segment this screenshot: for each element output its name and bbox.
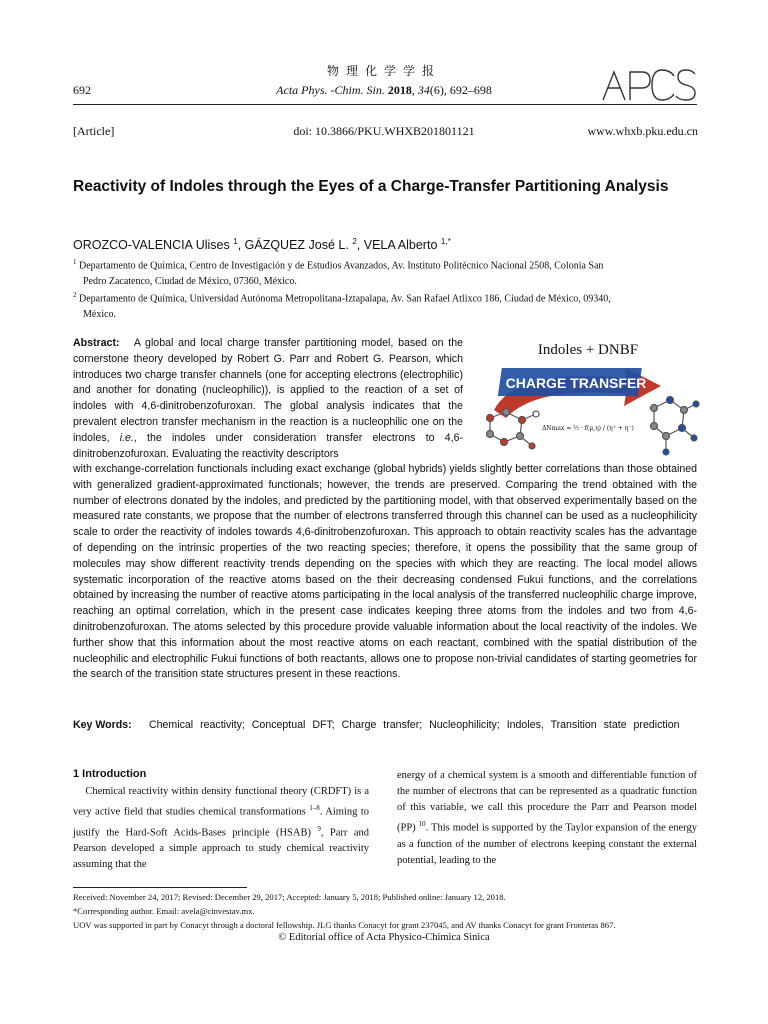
intro-right-text-a: energy of a chemical system is a smooth and differentiable function of the number of electrons that can be represented as a quadratic function of this variable, we call this procedure the Parr and Pearson model (PP) xyxy=(397,770,697,834)
journal-chinese-title: 物理化学学报 xyxy=(326,64,441,78)
graphic-banner: CHARGE TRANSFER xyxy=(505,375,647,391)
graphic-title: Indoles + DNBF xyxy=(537,342,639,358)
author-1-sup: 1 xyxy=(233,237,238,246)
footnote-funding: UOV was supported in part by Conacyt through a doctoral fellowship. JLG thanks Conacyt for grant 237045, and AV thanks Conacyt for grant Fronteras 867. xyxy=(73,920,616,930)
affiliation-1-line2: Pedro Zacatenco, Ciudad de México, 07360, México. xyxy=(83,276,297,288)
author-3-sup: 1,* xyxy=(440,237,451,246)
molecule-right-icon xyxy=(651,397,700,456)
journal-website[interactable]: www.whxb.pku.edu.cn xyxy=(587,124,698,138)
abstract-label: Abstract: xyxy=(73,337,120,349)
affiliation-2-line1: Departamento de Química, Universidad Autónoma Metropolitana-Iztapalapa, Av. San Rafael Atlixco 186, Ciudad de México, 09340, xyxy=(79,293,611,305)
copyright-notice: © Editorial office of Acta Physico-Chimica Sinica xyxy=(278,932,490,943)
citation-9[interactable]: 9 xyxy=(317,824,321,833)
journal-issue-pages: (6), 692–698 xyxy=(429,83,492,97)
author-2: GÁZQUEZ José L. xyxy=(244,238,349,253)
graphical-abstract xyxy=(476,338,700,462)
intro-right-column xyxy=(397,768,697,869)
keywords-label: Key Words: xyxy=(73,719,132,731)
intro-left-column xyxy=(73,784,369,873)
footnote-rule xyxy=(73,887,247,888)
formula-icon: ΔNmax = ½ · f(μ,η) / (η⁺ + η⁻) xyxy=(542,425,634,432)
keywords-list: Chemical reactivity; Conceptual DFT; Charge transfer; Nucleophilicity; Indoles, Transition state prediction xyxy=(149,719,680,731)
intro-left-text-c: , Parr and Pearson developed a simple approach to study chemical reactivity assuming that the xyxy=(73,827,370,870)
abstract-text-2: , the indoles under consideration transfer electrons to 4,6-dinitrobenzofuroxan. Evaluating the reactivity descriptors xyxy=(73,431,463,460)
molecule-left-icon xyxy=(487,409,540,450)
affiliation-1-line1: Departamento de Química, Centro de Investigación y de Estudios Avanzados, Av. Instituto Politécnico Nacional 2508, Colonia San xyxy=(79,260,604,272)
affiliation-1-number: 1 xyxy=(73,258,77,266)
journal-volume: 34 xyxy=(417,83,430,97)
abstract-text-1: A global and local charge transfer partitioning model, based on the cornerstone theory developed by Robert G. Parr and Robert G. Pearson, which introduces two charge transfer channels (one for accepting electrons (electrophilic) and another for donating (nucleophilic)), is applied to the reaction of a set of indoles with 4,6-dinitrobenzofuroxan. The global analysis indicates that the prevalent electron transfer mechanism in the reaction is a nucleophilic one on the indoles, xyxy=(73,337,463,444)
author-1: OROZCO-VALENCIA Ulises xyxy=(73,238,230,253)
article-type: [Article] xyxy=(73,124,115,138)
journal-year: 2018 xyxy=(387,83,412,97)
author-3: VELA Alberto xyxy=(363,238,438,253)
paper-title: Reactivity of Indoles through the Eyes of a Charge-Transfer Partitioning Analysis xyxy=(73,178,669,195)
author-2-sup: 2 xyxy=(352,237,357,246)
section-heading-introduction: 1 Introduction xyxy=(73,768,147,780)
intro-left-text-a: Chemical reactivity within density functional theory (CRDFT) is a very active field that studies chemical transformations xyxy=(73,786,369,818)
page-number: 692 xyxy=(73,83,91,97)
doi[interactable]: doi: 10.3866/PKU.WHXB201801121 xyxy=(293,124,475,138)
journal-name: Acta Phys. -Chim. Sin. xyxy=(276,83,385,97)
abstract-ie: i.e. xyxy=(119,431,134,444)
footnote-received: Received: November 24, 2017; Revised: December 29, 2017; Accepted: January 5, 2018; Published online: January 12, 2018. xyxy=(73,892,506,902)
intro-right-text-b: . This model is supported by the Taylor expansion of the energy as a function of the number of electrons keeping constant the external potential, leading to the xyxy=(397,822,697,866)
affiliation-2-line2: México. xyxy=(83,309,117,321)
citation-10[interactable]: 10 xyxy=(418,820,426,828)
affiliation-1 xyxy=(73,254,698,290)
footnote-corresponding: *Corresponding author. Email: avela@cinvestav.mx. xyxy=(73,906,255,916)
abstract-part2: with exchange-correlation functionals including exact exchange (global hybrids) yields slightly better correlations than those obtained with generalized gradient-approximated functionals; however, the trends are preserved. Comparing the trend obtained with the number of electrons donated by the indoles, and predicted by the partitioning model, with that observed experimentally based on the measured rate constants, we propose that the number of electrons transferred through this channel can be used as a nucleophilicity scale to order the reactivity of indoles towards 4,6-dinitrobenzofuroxan. This approach to obtain reactivity scales has the advantage of depending on the intrinsic properties of the two reacting species; therefore, it opens the possibility that the same group of molecules may show different reactivity trends depending on the species with which they are reacting. The local model allows systematic incorporation of the reactive atoms based on the their decreasing condensed Fukui functions, and the correlations obtained by increasing the number of reactive atoms participating in the local analysis of the transferred nucleophilic charge improve, reaching an optimal correlation, which in the present case indicates keeping three atoms from the indoles and two from 4,6-dinitrobenzofuroxan. The atoms selected by this procedure provide valuable information about the local reactivity of the indoles. We further show that this information about the most reactive atoms on each reactant, combined with the spatial distribution of the nucleophilic and electrophilic Fukui functions of both reactants, allows one to propose non-trivial candidates of starting geometries for the search of the transition state structures present in these reactions. xyxy=(73,463,697,681)
journal-citation: Acta Phys. -Chim. Sin. 2018, 34(6), 692–698 xyxy=(276,83,492,97)
author-list: OROZCO-VALENCIA Ulises $^1$, GÁZQUEZ José L. $^2$, VELA Alberto $^{1,*}$ xyxy=(73,237,451,253)
header-rule xyxy=(73,104,697,105)
intro-left-text-b: . Aiming to justify the Hard-Soft Acids-Bases principle (HSAB) xyxy=(73,806,370,838)
apcs-logo xyxy=(600,66,698,102)
citation-1-8[interactable]: 1–8 xyxy=(309,804,320,812)
abstract-part1 xyxy=(73,336,463,462)
affiliation-2 xyxy=(73,287,698,323)
affiliation-2-number: 2 xyxy=(73,291,77,299)
